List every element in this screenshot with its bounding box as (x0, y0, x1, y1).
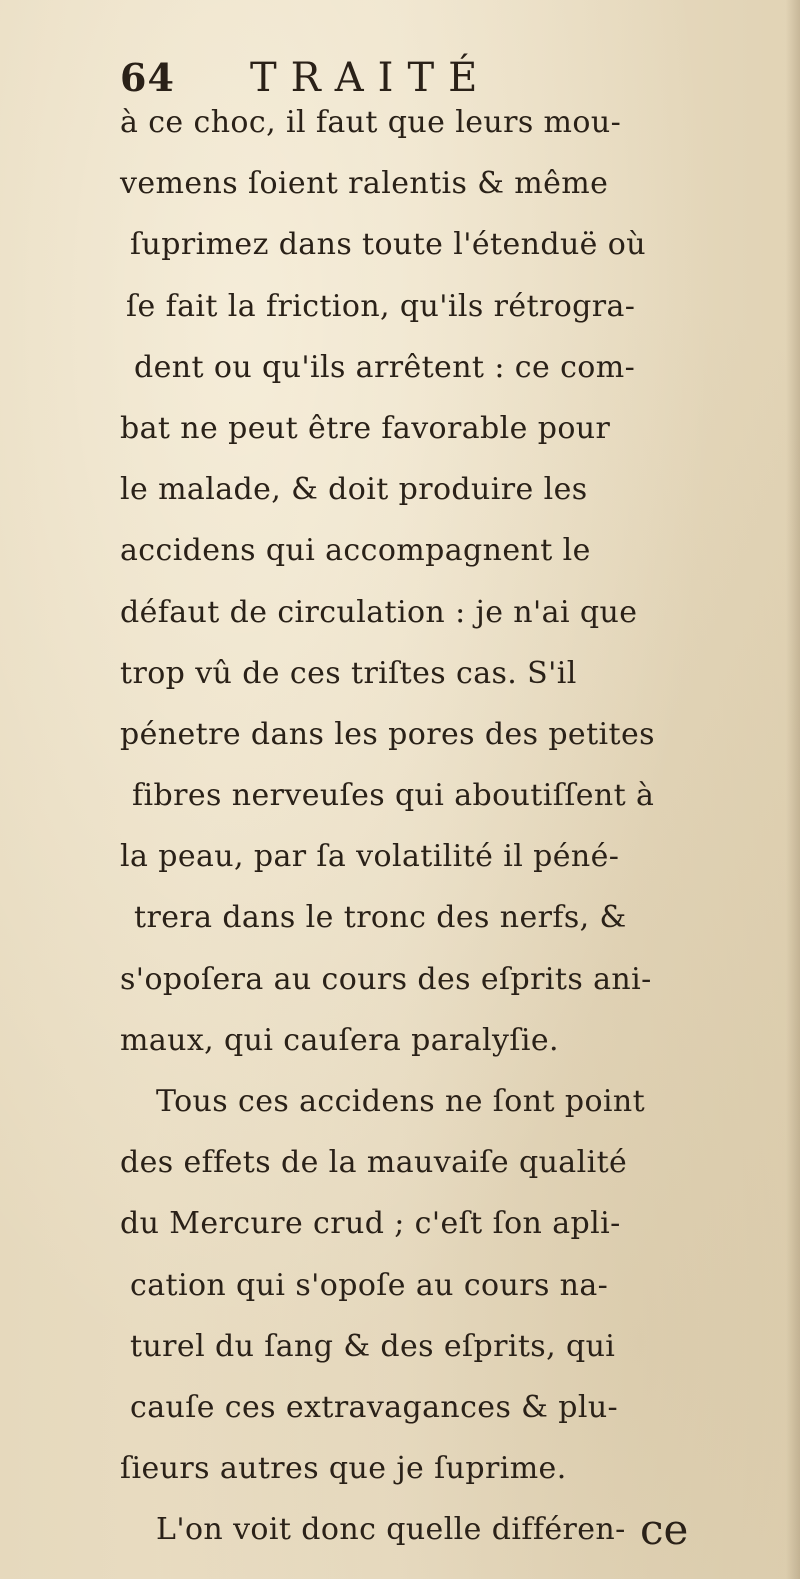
text-line: bat ne peut être favorable pour (120, 410, 611, 446)
page-number: 64 (120, 55, 175, 100)
running-head: TRAITÉ (250, 55, 492, 101)
text-line: L'on voit donc quelle différen- (156, 1512, 626, 1548)
text-line: fibres nerveuſes qui aboutiſſent à (132, 778, 655, 814)
text-line: Tous ces accidens ne ſont point (156, 1084, 646, 1119)
text-line: cauſe ces extravagances & plu- (130, 1389, 619, 1425)
text-line: le malade, & doit produire les (120, 472, 588, 508)
text-line: trop vû de ces triſtes cas. S'il (120, 655, 577, 691)
text-line: maux, qui cauſera paralyſie. (120, 1022, 559, 1058)
text-line: ſieurs autres que je ſuprime. (120, 1451, 567, 1487)
body-text (120, 92, 800, 1561)
text-line: s'opoſera au cours des eſprits ani- (120, 961, 652, 997)
catchword: ce (640, 1505, 689, 1554)
text-line: défaut de circulation : je n'ai que (120, 594, 638, 630)
text-line: trera dans le tronc des nerfs, & (134, 900, 627, 936)
text-line: ſe fait la friction, qu'ils rétrogra- (126, 288, 636, 324)
text-line: à ce choc, il faut que leurs mou- (120, 105, 622, 140)
text-line: du Mercure crud ; c'eſt ſon apli- (120, 1206, 621, 1242)
text-line: cation qui s'opoſe au cours na- (130, 1267, 609, 1303)
text-line: pénetre dans les pores des petites (120, 716, 655, 752)
text-line: dent ou qu'ils arrêtent : ce com- (134, 349, 636, 385)
text-line: turel du ſang & des eſprits, qui (130, 1328, 616, 1364)
text-line: ſuprimez dans toute l'étenduë où (130, 227, 646, 263)
text-line: accidens qui accompagnent le (120, 533, 591, 569)
text-line: la peau, par ſa volatilité il péné- (120, 839, 620, 875)
text-line: des effets de la mauvaiſe qualité (120, 1145, 628, 1181)
text-line: vemens ſoient ralentis & même (120, 166, 609, 202)
